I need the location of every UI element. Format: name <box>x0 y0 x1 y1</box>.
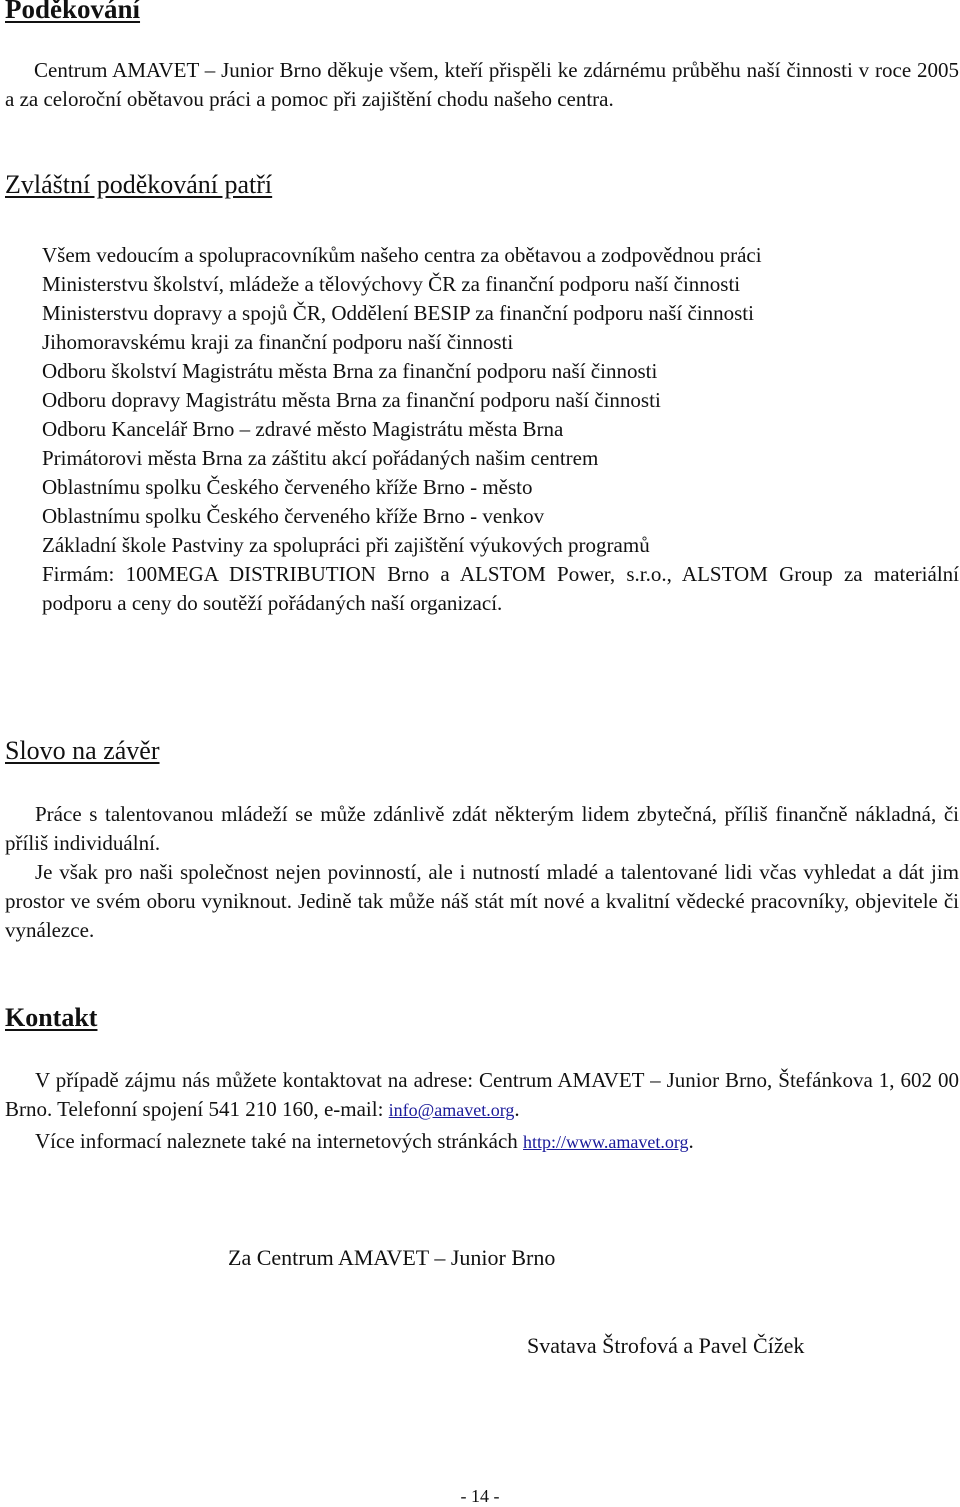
closing-paragraph-2: Je však pro naši společnost nejen povinností, ale i nutností mladé a talentované lidi včas vyhledat a dát jim prostor ve svém oboru vyniknout. Jedině tak může náš stát mít nové a kvalitní vědecké pracovníky, objevitele či vynálezce. <box>5 860 959 942</box>
thanks-list <box>42 241 959 618</box>
website-link[interactable]: http://www.amavet.org <box>523 1132 689 1152</box>
closing-paragraph-1: Práce s talentovanou mládeží se může zdánlivě zdát některým lidem zbytečná, příliš finančně nákladná, či příliš individuální. <box>5 802 959 855</box>
web-text: Více informací naleznete také na internetových stránkách <box>35 1129 524 1153</box>
thanks-list-item <box>0 560 959 618</box>
web-text-end: . <box>688 1129 694 1153</box>
thanks-item-text: Jihomoravskému kraji za finanční podporu naší činnosti <box>42 330 514 354</box>
thanks-item-text: Oblastnímu spolku Českého červeného kříže Brno - město <box>42 475 533 499</box>
thanks-item-text: Ministerstvu školství, mládeže a tělovýchovy ČR za finanční podporu naší činnosti <box>42 272 741 296</box>
contact-text: V případě zájmu nás můžete kontaktovat na adrese: Centrum AMAVET – Junior Brno, Štefánkova 1, 602 00 Brno. Telefonní spojení 541 210 160, e-mail: <box>5 1068 959 1121</box>
thanks-item-text: Odboru Kancelář Brno – zdravé město Magistrátu města Brna <box>42 417 564 441</box>
thanks-item-text: Všem vedoucím a spolupracovníkům našeho centra za obětavou a zodpovědnou práci <box>42 243 762 267</box>
thanks-list-item <box>0 386 959 415</box>
heading-podekovani: Poděkování <box>5 0 141 24</box>
thanks-item-text: Odboru dopravy Magistrátu města Brna za finanční podporu naší činnosti <box>42 388 661 412</box>
heading-slovo-na-zaver: Slovo na závěr <box>5 736 160 765</box>
page-number: - 14 - <box>460 1486 500 1506</box>
thanks-item-text: Základní škole Pastviny za spolupráci při zajištění výukových programů <box>42 533 650 557</box>
thanks-list-item <box>0 328 959 357</box>
thanks-list-item <box>0 444 959 473</box>
thanks-list-item <box>0 299 959 328</box>
thanks-item-text: Odboru školství Magistrátu města Brna za finanční podporu naší činnosti <box>42 359 658 383</box>
thanks-item-text: Oblastnímu spolku Českého červeného kříže Brno - venkov <box>42 504 545 528</box>
thanks-list-item <box>0 531 959 560</box>
thanks-list-item <box>0 357 959 386</box>
heading-zvlastni-podekovani: Zvláštní poděkování patří <box>5 170 273 199</box>
thanks-list-item <box>0 270 959 299</box>
thanks-item-text: Firmám: 100MEGA DISTRIBUTION Brno a ALSTOM Power, s.r.o., ALSTOM Group za materiální podporu a ceny do soutěží pořádaných naší organizací. <box>42 562 959 615</box>
thanks-item-text: Ministerstvu dopravy a spojů ČR, Oddělení BESIP za finanční podporu naší činnosti <box>42 301 754 325</box>
thanks-list-item <box>0 473 959 502</box>
thanks-list-item <box>0 502 959 531</box>
contact-paragraph <box>5 1066 959 1125</box>
thanks-list-item <box>0 241 959 270</box>
thanks-item-text: Primátorovi města Brna za záštitu akcí pořádaných našim centrem <box>42 446 599 470</box>
email-link[interactable]: info@amavet.org <box>388 1100 515 1120</box>
heading-kontakt: Kontakt <box>5 1003 98 1032</box>
signature-organization: Za Centrum AMAVET – Junior Brno <box>228 1245 556 1270</box>
signature-names: Svatava Štrofová a Pavel Čížek <box>527 1333 805 1358</box>
intro-paragraph: Centrum AMAVET – Junior Brno děkuje všem, kteří přispěli ke zdárnému průběhu naší činnosti v roce 2005 a za celoroční obětavou práci a pomoc při zajištění chodu našeho centra. <box>5 58 959 111</box>
contact-text-end: . <box>514 1097 520 1121</box>
thanks-list-item <box>0 415 959 444</box>
web-paragraph <box>5 1127 959 1157</box>
